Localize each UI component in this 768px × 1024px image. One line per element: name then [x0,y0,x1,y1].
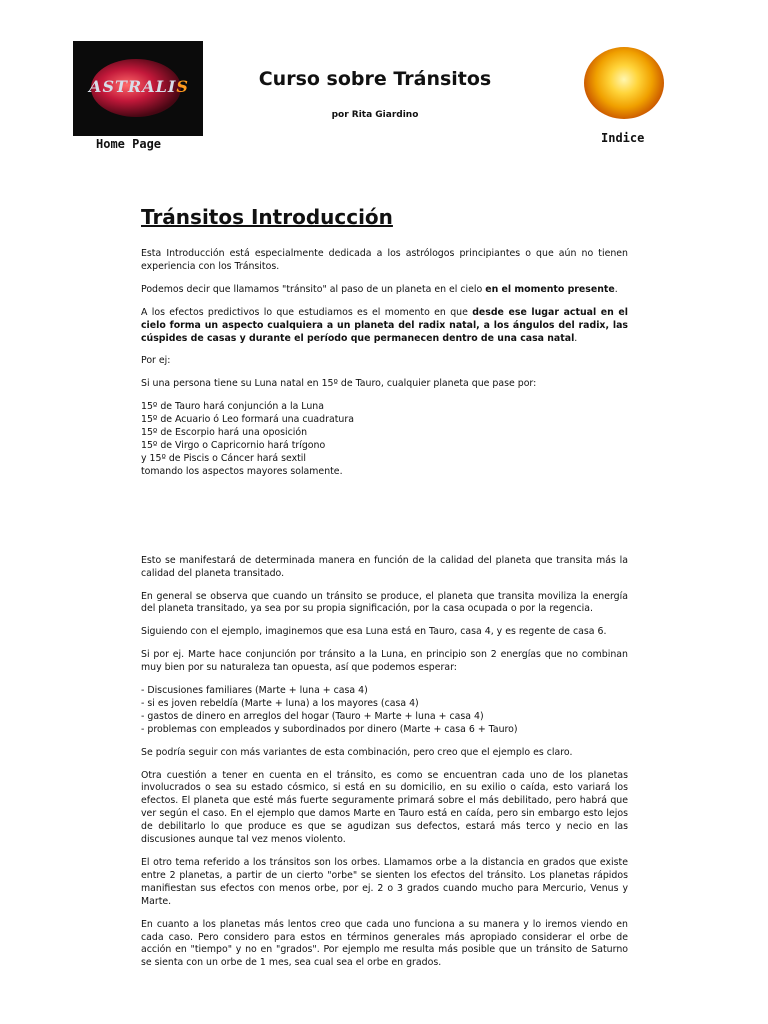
paragraph-slow-planets: En cuanto a los planetas más lentos creo que cada uno funciona a su manera y lo iremos viendo en cada caso. Pero considero para estos en términos generales más apropiado considerar el orbe de acción en "tiempo" y no en "grados". Por ejemplo me resulta más posible que un tránsito de Saturno se sienta con un orbe de 1 mes, sea cual sea el orbe en grados. [141,918,628,969]
aspect-line: tomando los aspectos mayores solamente. [141,465,343,477]
logo-text: ASTRALIS [89,77,189,96]
aspect-line: 15º de Tauro hará conjunción a la Luna [141,401,324,413]
paragraph-por-ej: Por ej: [141,355,171,367]
spacer [141,489,628,555]
aspect-line: 15º de Virgo o Capricornio hará trígono [141,439,326,451]
definition-bold: en el momento presente [485,283,615,295]
aspect-line: y 15º de Piscis o Cáncer hará sextil [141,452,307,464]
page-title: Curso sobre Tránsitos [258,68,492,90]
aspect-list [141,401,628,478]
paragraph-predictive [141,307,628,346]
predictive-end: . [574,332,578,344]
effects-line: - si es joven rebeldía (Marte + luna) a los mayores (casa 4) [141,697,419,709]
definition-end: . [614,283,618,295]
logo-accent-letter: S [176,77,189,96]
paragraph-cosmic-state: Otra cuestión a tener en cuenta en el tránsito, es como se encuentran cada uno de los planetas involucrados o sea su estado cósmico, si está en su domicilio, en su exilio o caída, esto variará los efectos. El planeta que esté más fuerte seguramente primará sobre el más debilitado, pero habrá que ver según el caso. En el ejemplo que damos Marte en Tauro está en caída, pero sin embargo esto lejos de debilitarlo lo que produce es que se agudizan sus defectos, estará más terco y necio en las discusiones aunque tal vez menos violento. [141,769,628,846]
effects-line: - problemas con empleados y subordinados por dinero (Marte + casa 6 + Tauro) [141,723,518,735]
paragraph-intro: Esta Introducción está especialmente dedicada a los astrólogos principiantes o que aún no tienen experiencia con los Tránsitos. [141,248,628,272]
predictive-text: A los efectos predictivos lo que estudiamos es el momento en que [141,306,473,318]
paragraph-quality: Esto se manifestará de determinada manera en función de la calidad del planeta que transita más la calidad del planeta transitado. [141,554,628,579]
effects-line: - gastos de dinero en arreglos del hogar (Tauro + Marte + luna + casa 4) [141,710,484,722]
indice-link[interactable]: Indice [601,131,645,145]
effects-list [141,685,628,737]
paragraph-mars: Si por ej. Marte hace conjunción por tránsito a la Luna, en principio son 2 energías que no combinan muy bien por su naturaleza tan opuesta, así que podemos esperar: [141,649,628,674]
astralis-logo[interactable] [73,41,203,136]
effects-line: - Discusiones familiares (Marte + luna + casa 4) [141,685,368,697]
predictive-bold: desde ese lugar actual en el cielo forma un aspecto cualquiera a un planeta del radix natal, a los ángulos del radix, las cúspides de casas y durante el período que permanecen dentro de una casa natal [141,306,628,344]
article-content [141,204,628,980]
definition-text: Podemos decir que llamamos "tránsito" al paso de un planeta en el cielo [141,283,486,295]
paragraph-following: Siguiendo con el ejemplo, imaginemos que esa Luna está en Tauro, casa 4, y es regente de casa 6. [141,626,607,638]
paragraph-example: Si una persona tiene su Luna natal en 15º de Tauro, cualquier planeta que pase por: [141,378,537,390]
paragraph-variants: Se podría seguir con más variantes de esta combinación, pero creo que el ejemplo es claro. [141,746,573,758]
paragraph-general: En general se observa que cuando un tránsito se produce, el planeta que transita moviliza la energía del planeta transitado, ya sea por su propia significación, por la casa ocupada o por la regencia. [141,590,628,615]
aspect-line: 15º de Acuario ó Leo formará una cuadratura [141,414,354,426]
author-byline: por Rita Giardino [331,110,419,120]
paragraph-definition [141,284,628,297]
home-page-link[interactable]: Home Page [96,137,162,151]
article-heading: Tránsitos Introducción [141,205,393,229]
aspect-line: 15º de Escorpio hará una oposición [141,427,308,439]
sun-image[interactable] [584,47,664,119]
paragraph-orbs: El otro tema referido a los tránsitos son los orbes. Llamamos orbe a la distancia en grados que existe entre 2 planetas, a partir de un cierto "orbe" se sienten los efectos del tránsito. Los planetas rápidos manifiestan sus efectos con menos orbe, por ej. 2 o 3 grados cuando mucho para Mercurio, Venus y Marte. [141,857,628,907]
